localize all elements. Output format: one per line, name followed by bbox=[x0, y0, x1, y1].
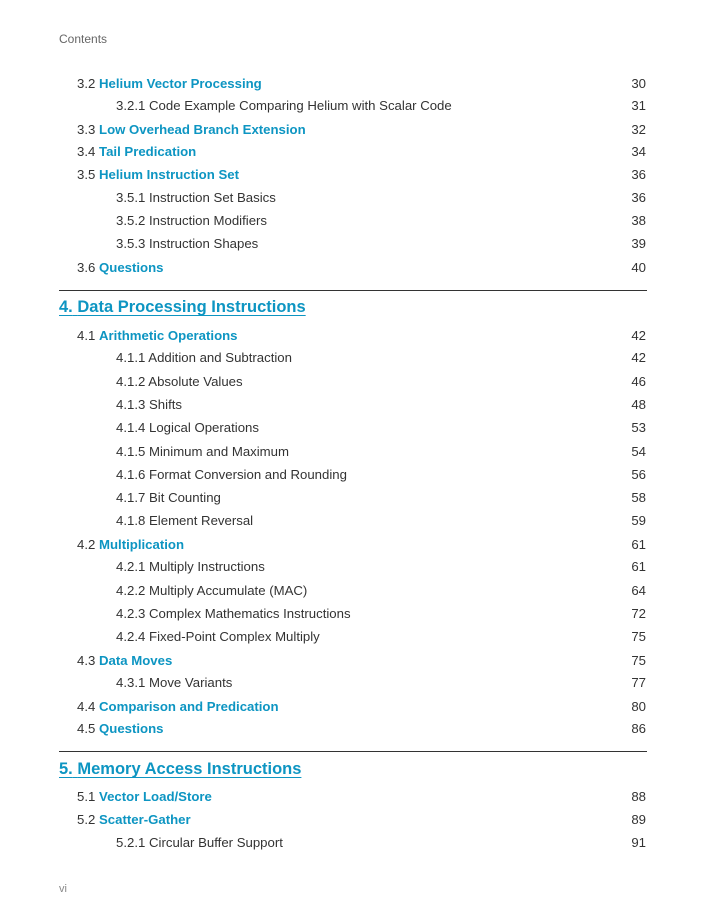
subsection-number: 4.1.6 bbox=[116, 467, 146, 482]
page-number: 40 bbox=[631, 260, 646, 275]
page-number: 86 bbox=[631, 721, 646, 736]
chapter-divider bbox=[59, 751, 647, 752]
page-footer-number: vi bbox=[59, 883, 67, 895]
subsection-number: 4.1.4 bbox=[116, 420, 146, 435]
section-title-link[interactable]: Scatter-Gather bbox=[99, 812, 191, 827]
section-title-link[interactable]: Helium Instruction Set bbox=[99, 167, 239, 182]
toc-entry[interactable] bbox=[0, 348, 704, 368]
running-header: Contents bbox=[59, 32, 108, 46]
toc-entry[interactable] bbox=[0, 120, 704, 140]
page-number: 54 bbox=[631, 444, 646, 459]
toc-entry[interactable] bbox=[0, 165, 704, 185]
page-number: 38 bbox=[631, 213, 646, 228]
toc-entry[interactable] bbox=[0, 535, 704, 555]
page-number: 46 bbox=[631, 374, 646, 389]
section-title-link[interactable]: Arithmetic Operations bbox=[99, 328, 238, 343]
subsection-number: 4.2.4 bbox=[116, 629, 146, 644]
toc-entry[interactable] bbox=[0, 581, 704, 601]
subsection-title: Shifts bbox=[149, 397, 182, 412]
subsection-title: Circular Buffer Support bbox=[149, 835, 283, 850]
subsection-number: 4.2.1 bbox=[116, 559, 146, 574]
page-number: 39 bbox=[631, 236, 646, 251]
page-number: 75 bbox=[631, 653, 646, 668]
section-title-link[interactable]: Helium Vector Processing bbox=[99, 76, 262, 91]
toc-entry[interactable] bbox=[0, 142, 704, 162]
toc-entry[interactable] bbox=[0, 719, 704, 739]
toc-entry[interactable] bbox=[0, 673, 704, 693]
section-number: 4.3 bbox=[77, 653, 96, 668]
page-number: 58 bbox=[631, 490, 646, 505]
subsection-number: 3.5.2 bbox=[116, 213, 146, 228]
toc-entry[interactable] bbox=[0, 697, 704, 717]
section-number: 5.1 bbox=[77, 789, 96, 804]
subsection-title: Bit Counting bbox=[149, 490, 221, 505]
page-number: 88 bbox=[631, 789, 646, 804]
section-title-link[interactable]: Data Moves bbox=[99, 653, 173, 668]
subsection-title: Addition and Subtraction bbox=[148, 350, 292, 365]
chapter-title: Memory Access Instructions bbox=[77, 760, 302, 778]
subsection-number: 4.1.1 bbox=[116, 350, 146, 365]
page-number: 42 bbox=[631, 350, 646, 365]
subsection-title: Multiply Accumulate (MAC) bbox=[149, 583, 308, 598]
section-title-link[interactable]: Comparison and Predication bbox=[99, 699, 279, 714]
subsection-title: Absolute Values bbox=[148, 374, 243, 389]
subsection-number: 3.5.1 bbox=[116, 190, 146, 205]
toc-entry[interactable] bbox=[0, 511, 704, 531]
subsection-title: Format Conversion and Rounding bbox=[149, 467, 347, 482]
subsection-title: Instruction Set Basics bbox=[149, 190, 276, 205]
chapter-number: 4. bbox=[59, 298, 73, 316]
page-number: 48 bbox=[631, 397, 646, 412]
page-number: 30 bbox=[631, 76, 646, 91]
section-number: 4.2 bbox=[77, 537, 96, 552]
page-number: 80 bbox=[631, 699, 646, 714]
section-title-link[interactable]: Multiplication bbox=[99, 537, 184, 552]
subsection-number: 3.5.3 bbox=[116, 236, 146, 251]
toc-entry[interactable] bbox=[0, 833, 704, 853]
chapter-heading-link[interactable] bbox=[59, 298, 306, 317]
section-title-link[interactable]: Questions bbox=[99, 721, 164, 736]
subsection-title: Minimum and Maximum bbox=[149, 444, 289, 459]
chapter-title: Data Processing Instructions bbox=[77, 298, 306, 316]
toc-entry[interactable] bbox=[0, 627, 704, 647]
section-number: 4.5 bbox=[77, 721, 96, 736]
page-number: 61 bbox=[631, 537, 646, 552]
toc-entry[interactable] bbox=[0, 810, 704, 830]
page-number: 31 bbox=[631, 98, 646, 113]
page-number: 42 bbox=[631, 328, 646, 343]
toc-entry[interactable] bbox=[0, 787, 704, 807]
section-number: 3.6 bbox=[77, 260, 96, 275]
page-number: 72 bbox=[631, 606, 646, 621]
subsection-number: 4.1.8 bbox=[116, 513, 146, 528]
subsection-number: 4.2.2 bbox=[116, 583, 146, 598]
subsection-title: Multiply Instructions bbox=[149, 559, 265, 574]
subsection-number: 4.1.5 bbox=[116, 444, 146, 459]
subsection-title: Complex Mathematics Instructions bbox=[149, 606, 351, 621]
page-number: 53 bbox=[631, 420, 646, 435]
toc-entry[interactable] bbox=[0, 557, 704, 577]
subsection-title: Code Example Comparing Helium with Scalar Code bbox=[149, 98, 452, 113]
toc-entry[interactable] bbox=[0, 372, 704, 392]
toc-entry[interactable] bbox=[0, 326, 704, 346]
subsection-title: Move Variants bbox=[149, 675, 233, 690]
toc-entry[interactable] bbox=[0, 418, 704, 438]
page-number: 36 bbox=[631, 167, 646, 182]
section-number: 4.4 bbox=[77, 699, 96, 714]
section-title-link[interactable]: Low Overhead Branch Extension bbox=[99, 122, 306, 137]
section-title-link[interactable]: Tail Predication bbox=[99, 144, 197, 159]
page-number: 34 bbox=[631, 144, 646, 159]
section-title-link[interactable]: Questions bbox=[99, 260, 164, 275]
subsection-number: 4.1.7 bbox=[116, 490, 146, 505]
page-number: 77 bbox=[631, 675, 646, 690]
toc-entry[interactable] bbox=[0, 211, 704, 231]
section-number: 3.3 bbox=[77, 122, 96, 137]
toc-entry[interactable] bbox=[0, 96, 704, 116]
toc-entry[interactable] bbox=[0, 188, 704, 208]
page-number: 75 bbox=[631, 629, 646, 644]
section-title-link[interactable]: Vector Load/Store bbox=[99, 789, 212, 804]
chapter-number: 5. bbox=[59, 760, 73, 778]
toc-entry[interactable] bbox=[0, 395, 704, 415]
chapter-divider bbox=[59, 290, 647, 291]
subsection-number: 4.1.2 bbox=[116, 374, 146, 389]
section-number: 5.2 bbox=[77, 812, 96, 827]
toc-entry[interactable] bbox=[0, 488, 704, 508]
subsection-number: 4.3.1 bbox=[116, 675, 146, 690]
chapter-heading-link[interactable] bbox=[59, 760, 301, 779]
toc-entry[interactable] bbox=[0, 604, 704, 624]
page-number: 89 bbox=[631, 812, 646, 827]
section-number: 4.1 bbox=[77, 328, 96, 343]
subsection-title: Instruction Modifiers bbox=[149, 213, 268, 228]
section-number: 3.5 bbox=[77, 167, 96, 182]
toc-entry[interactable] bbox=[0, 442, 704, 462]
toc-entry[interactable] bbox=[0, 651, 704, 671]
page-number: 56 bbox=[631, 467, 646, 482]
subsection-number: 4.1.3 bbox=[116, 397, 146, 412]
page-number: 64 bbox=[631, 583, 646, 598]
toc-entry[interactable] bbox=[0, 258, 704, 278]
toc-entry[interactable] bbox=[0, 234, 704, 254]
page-number: 59 bbox=[631, 513, 646, 528]
page-number: 32 bbox=[631, 122, 646, 137]
subsection-title: Logical Operations bbox=[149, 420, 259, 435]
page-number: 36 bbox=[631, 190, 646, 205]
subsection-number: 5.2.1 bbox=[116, 835, 146, 850]
subsection-number: 3.2.1 bbox=[116, 98, 146, 113]
toc-entry[interactable] bbox=[0, 74, 704, 94]
section-number: 3.2 bbox=[77, 76, 96, 91]
page-number: 91 bbox=[631, 835, 646, 850]
toc-entry[interactable] bbox=[0, 465, 704, 485]
subsection-title: Element Reversal bbox=[149, 513, 254, 528]
subsection-title: Instruction Shapes bbox=[149, 236, 259, 251]
page-number: 61 bbox=[631, 559, 646, 574]
subsection-number: 4.2.3 bbox=[116, 606, 146, 621]
section-number: 3.4 bbox=[77, 144, 96, 159]
subsection-title: Fixed-Point Complex Multiply bbox=[149, 629, 320, 644]
